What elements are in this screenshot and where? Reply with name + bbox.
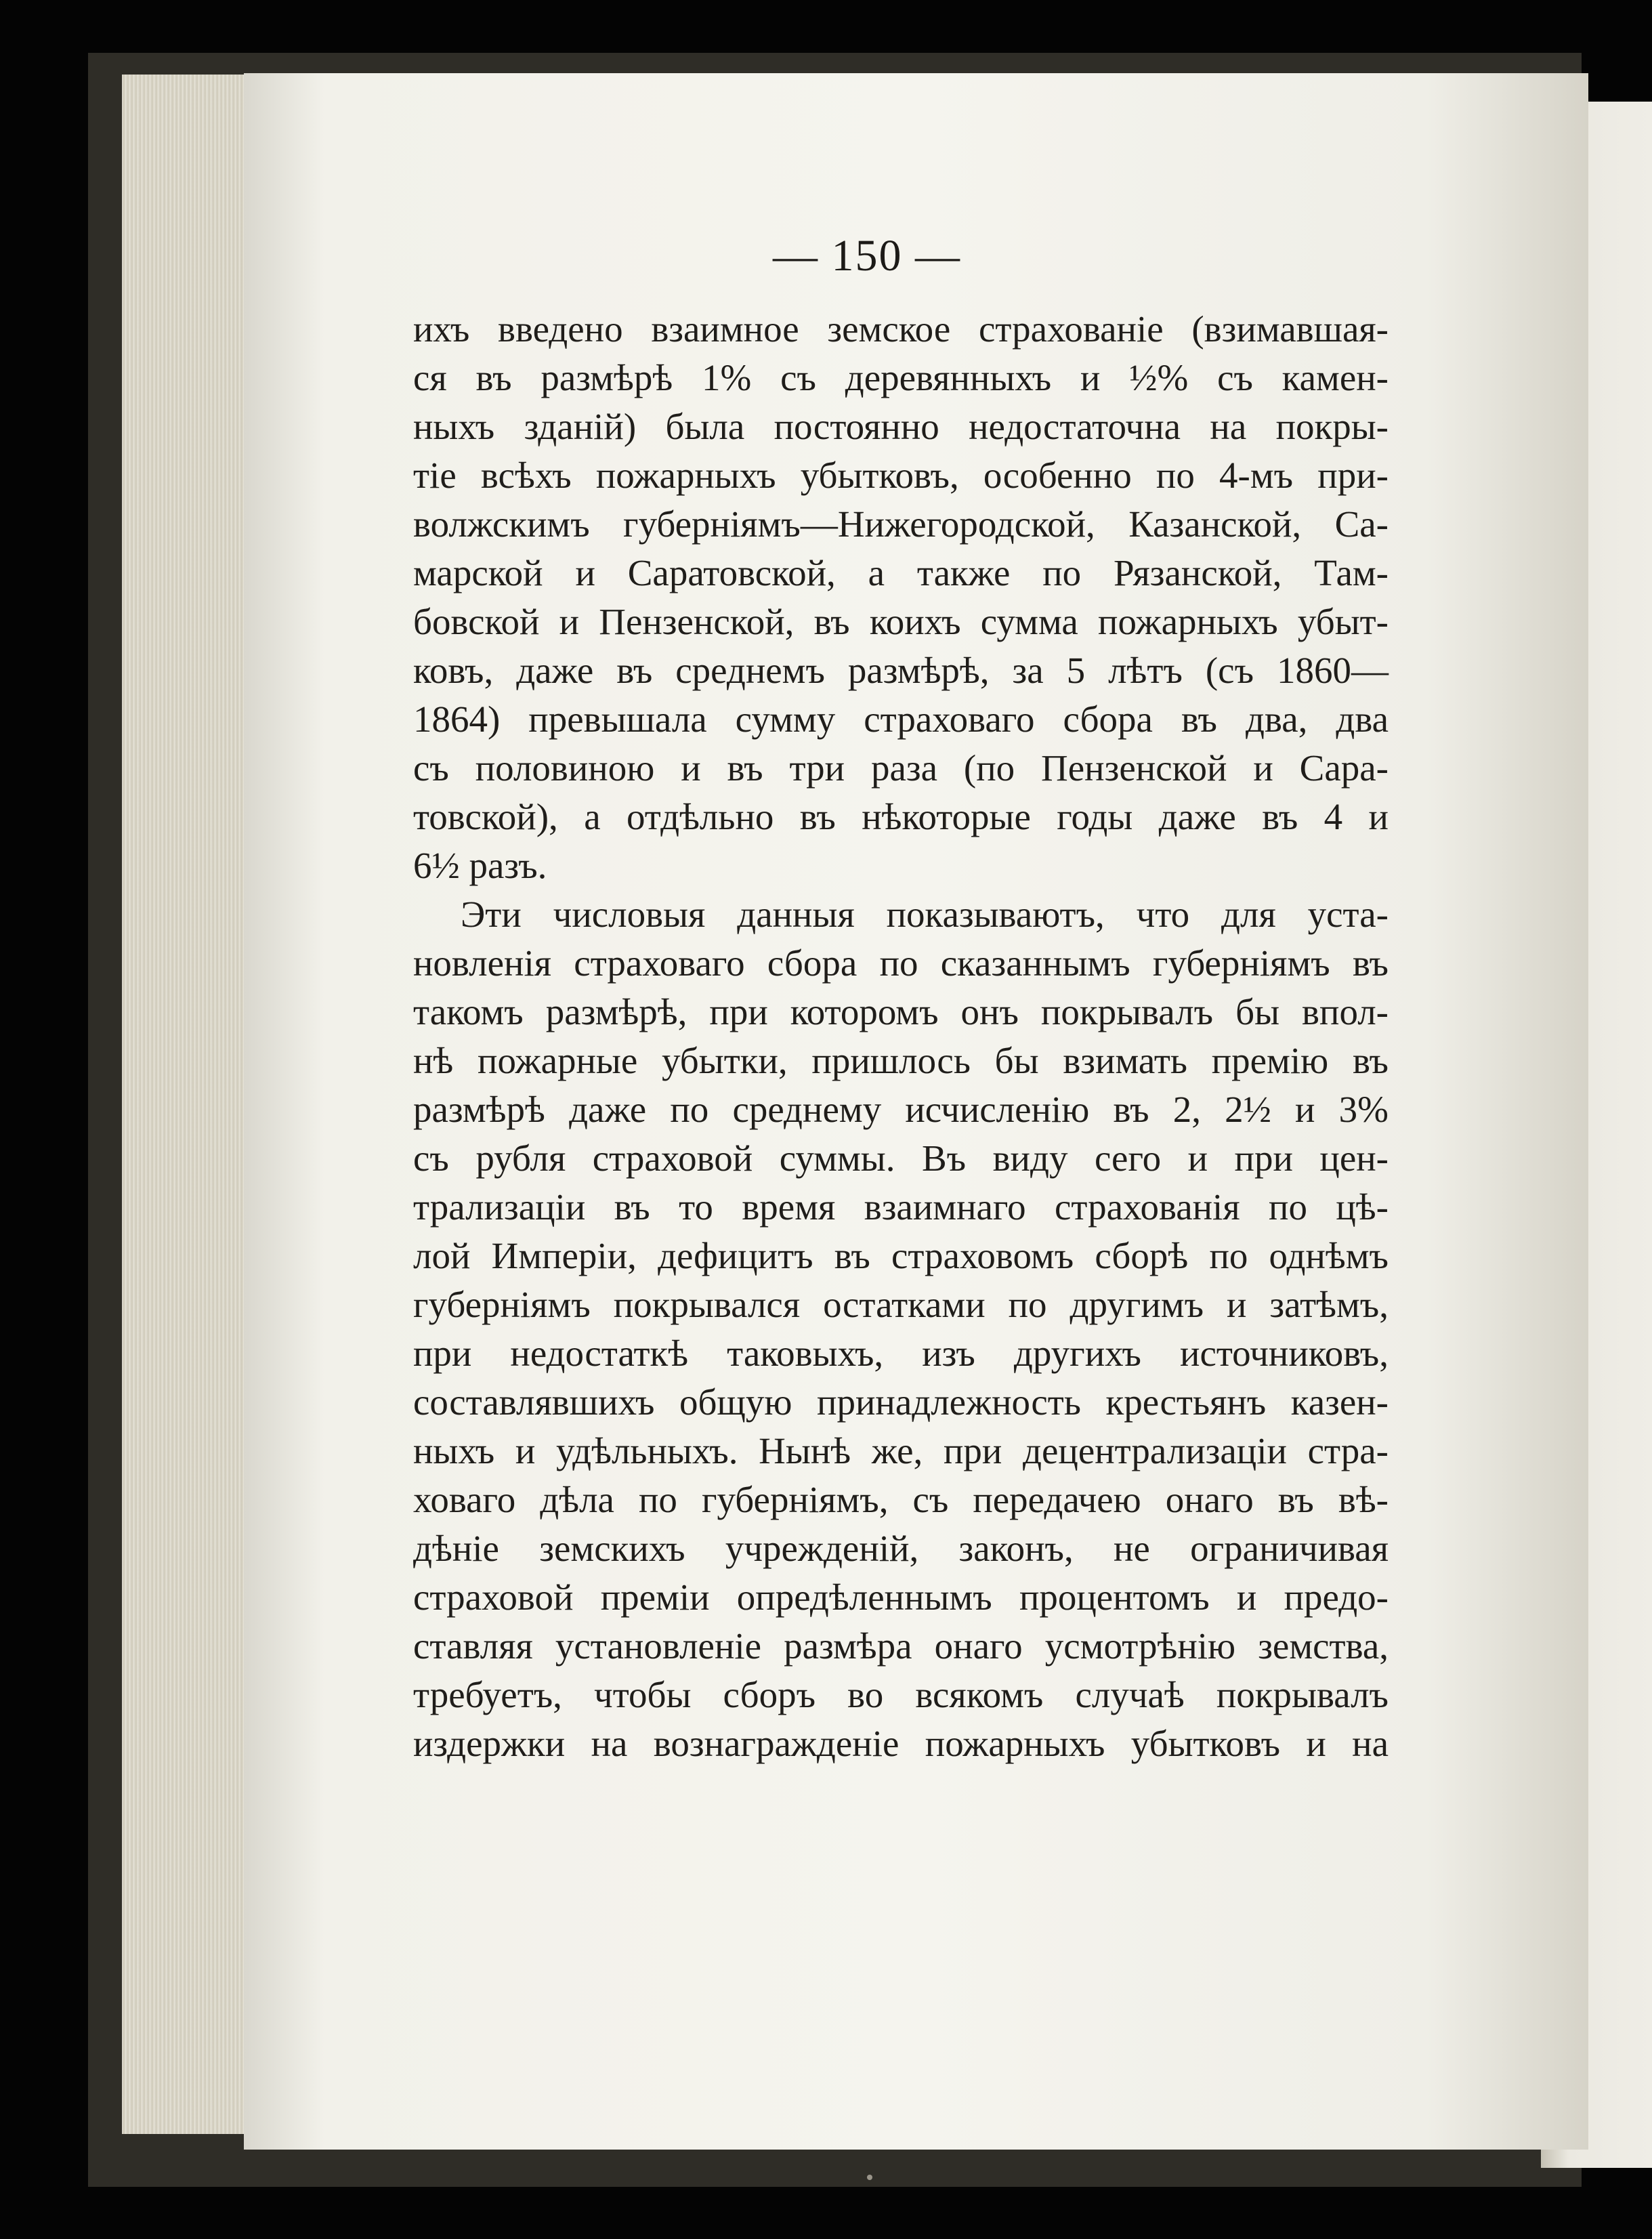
text-line: марской и Саратовской, а также по Рязанской, Там- xyxy=(413,552,1389,593)
text-line: требуетъ, чтобы сборъ во всякомъ случаѣ покрывалъ xyxy=(413,1674,1389,1715)
text-line: дѣніе земскихъ учрежденій, законъ, не ограничивая xyxy=(413,1528,1389,1569)
text-line: ныхъ и удѣльныхъ. Нынѣ же, при децентрализаціи стра- xyxy=(413,1430,1389,1471)
text-line: съ рубля страховой суммы. Въ виду сего и при цен- xyxy=(413,1137,1389,1179)
text-line: ихъ введено взаимное земское страхованіе (взимавшая- xyxy=(413,308,1389,350)
text-line: губерніямъ покрывался остатками по другимъ и затѣмъ, xyxy=(413,1284,1389,1325)
page-text xyxy=(413,305,1389,1768)
text-line: 6½ разъ. xyxy=(413,845,547,886)
ink-speck xyxy=(867,2175,872,2180)
text-line: издержки на вознагражденіе пожарныхъ убытковъ и на xyxy=(413,1723,1389,1764)
text-line: ныхъ зданій) была постоянно недостаточна на покры- xyxy=(413,406,1389,447)
text-line: составлявшихъ общую принадлежность крестьянъ казен- xyxy=(413,1381,1389,1423)
text-line: товской), а отдѣльно въ нѣкоторые годы даже въ 4 и xyxy=(413,796,1389,837)
text-line: новленія страховаго сбора по сказаннымъ губерніямъ въ xyxy=(413,942,1389,984)
text-line: 1864) превышала сумму страховаго сбора въ два, два xyxy=(413,698,1389,740)
page-edges xyxy=(122,75,257,2134)
text-line: нѣ пожарные убытки, пришлось бы взимать премію въ xyxy=(413,1040,1389,1081)
text-line: страховой преміи опредѣленнымъ процентомъ и предо- xyxy=(413,1576,1389,1618)
text-line: такомъ размѣрѣ, при которомъ онъ покрывалъ бы впол- xyxy=(413,991,1389,1032)
text-line: Эти числовыя данныя показываютъ, что для уста- xyxy=(461,894,1389,935)
text-line: размѣрѣ даже по среднему исчисленію въ 2, 2½ и 3% xyxy=(413,1089,1389,1130)
text-line: ся въ размѣрѣ 1% съ деревянныхъ и ½% съ камен- xyxy=(413,357,1389,398)
text-line: ставляя установленіе размѣра онаго усмотрѣнію земства, xyxy=(413,1625,1389,1667)
text-line: лой Имперіи, дефицитъ въ страховомъ сборѣ по однѣмъ xyxy=(413,1235,1389,1276)
page-number: — 150 — xyxy=(773,231,961,280)
text-line: ховаго дѣла по губерніямъ, съ передачею онаго въ вѣ- xyxy=(413,1479,1389,1520)
text-line: трализаціи въ то время взаимнаго страхованія по цѣ- xyxy=(413,1186,1389,1228)
text-line: тіе всѣхъ пожарныхъ убытковъ, особенно по 4-мъ при- xyxy=(413,455,1389,496)
text-line: волжскимъ губерніямъ—Нижегородской, Казанской, Са- xyxy=(413,503,1389,545)
text-line: при недостаткѣ таковыхъ, изъ другихъ источниковъ, xyxy=(413,1333,1389,1374)
text-line: съ половиною и въ три раза (по Пензенской и Сара- xyxy=(413,747,1389,789)
text-line: бовской и Пензенской, въ коихъ сумма пожарныхъ убыт- xyxy=(413,601,1389,642)
text-line: ковъ, даже въ среднемъ размѣрѣ, за 5 лѣтъ (съ 1860— xyxy=(413,650,1389,691)
